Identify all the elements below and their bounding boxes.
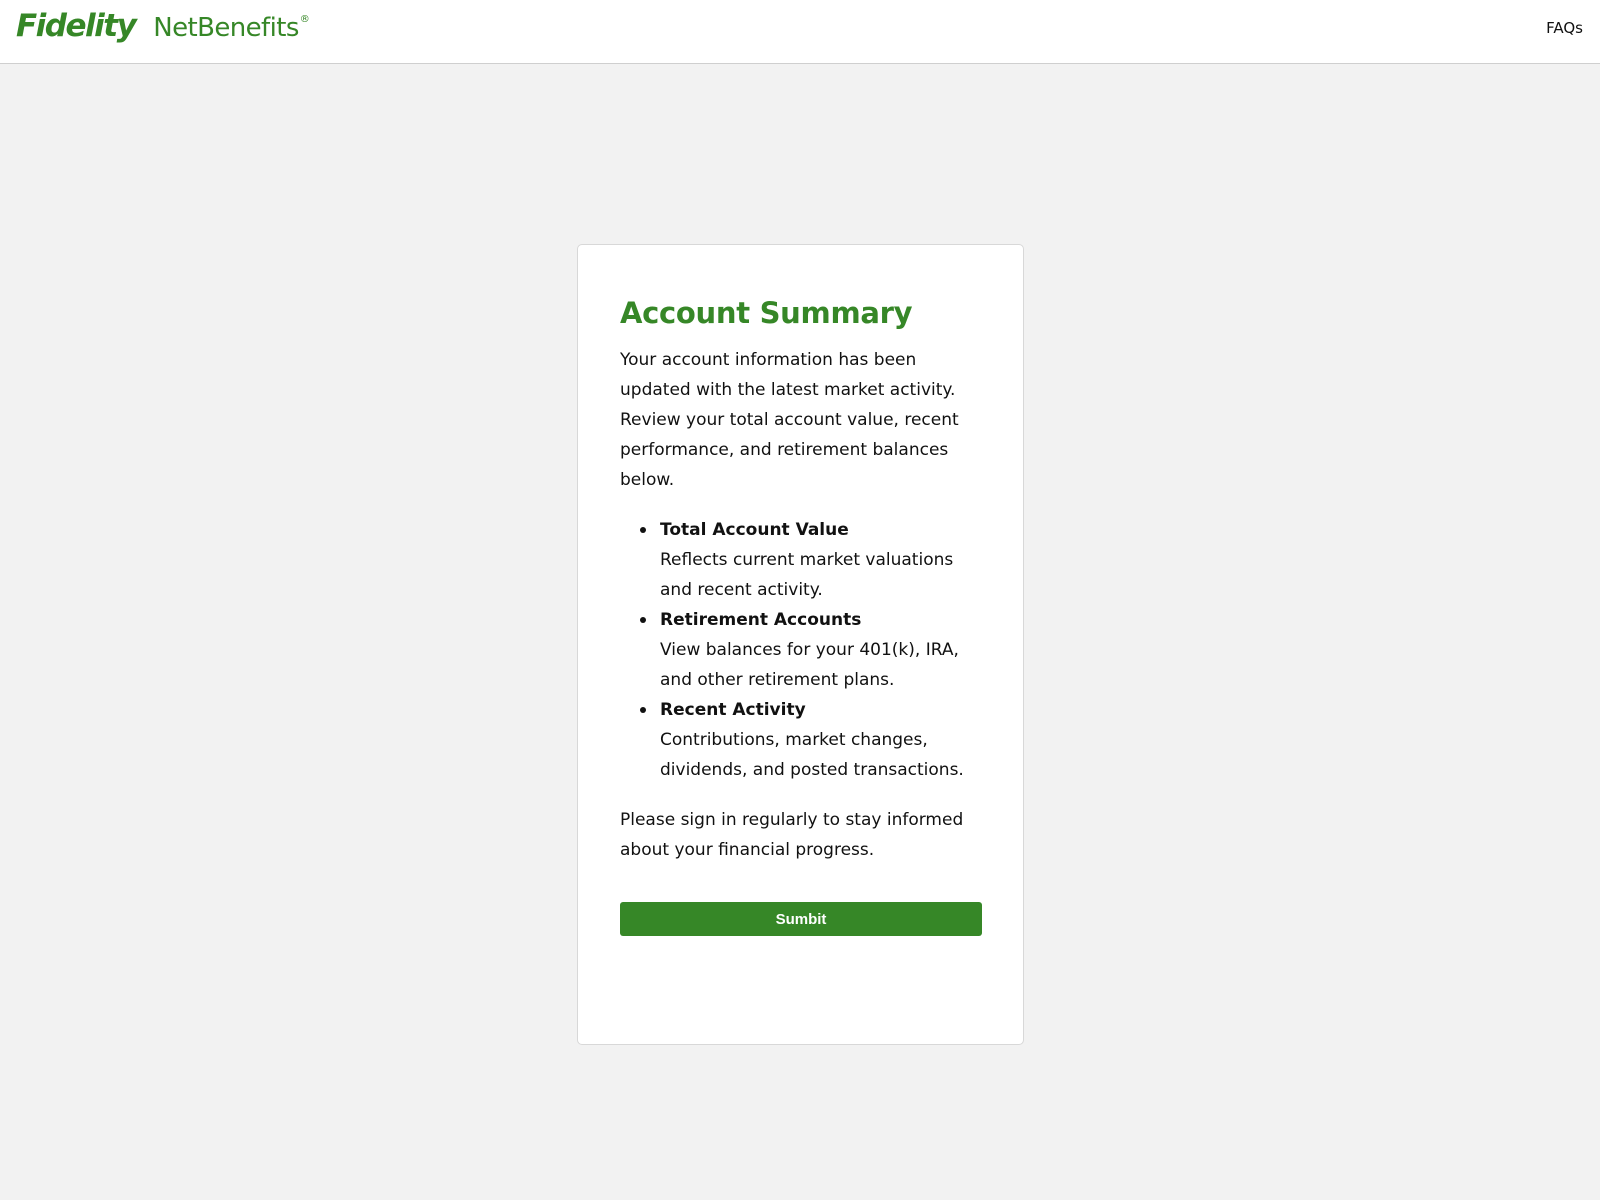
feature-list [660,515,981,785]
list-item-title: Recent Activity [660,700,806,720]
faqs-link[interactable]: FAQs [1546,19,1583,37]
list-item [660,605,981,695]
logo-product-name: NetBenefits [153,13,299,43]
bullet-icon [640,617,646,623]
logo-brand: Fidelity [16,8,136,44]
list-item [660,695,981,785]
submit-button[interactable]: Sumbit [620,902,982,936]
logo-product [153,13,309,43]
list-item-description: View balances for your 401(k), IRA, and other retirement plans. [660,640,959,690]
list-item-description: Contributions, market changes, dividends, and posted transactions. [660,730,964,780]
registered-mark: ® [299,14,310,26]
top-header [0,0,1600,64]
page-title: Account Summary [620,296,913,330]
list-item-title: Total Account Value [660,520,849,540]
intro-text: Your account information has been updated with the latest market activity. Review your total account value, recent performance, and retirement balances below. [620,350,959,490]
list-item [660,515,981,605]
list-item-title: Retirement Accounts [660,610,862,630]
fidelity-netbenefits-logo[interactable] [16,8,309,44]
list-item-description: Reflects current market valuations and recent activity. [660,550,954,600]
outro-text: Please sign in regularly to stay informed about your financial progress. [620,810,964,860]
bullet-icon [640,707,646,713]
account-summary-card [577,244,1024,1045]
bullet-icon [640,527,646,533]
